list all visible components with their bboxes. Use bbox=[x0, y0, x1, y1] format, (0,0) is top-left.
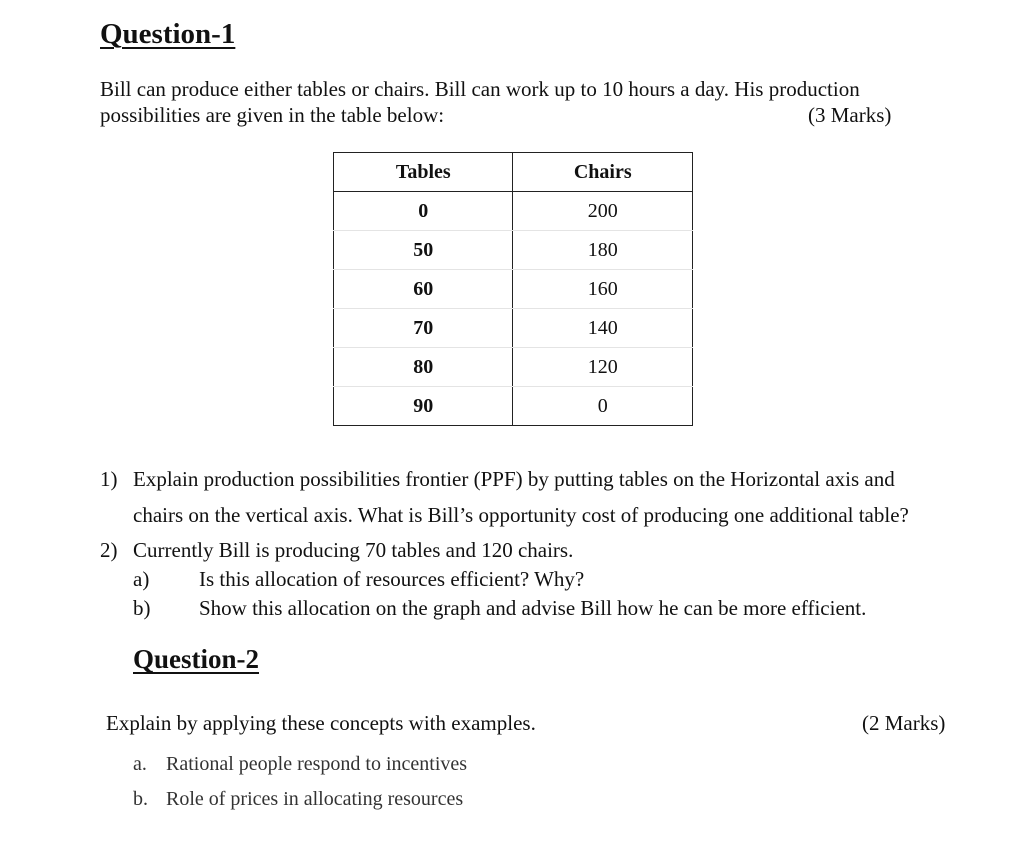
table-header-row bbox=[334, 153, 693, 192]
q1-marks: (3 Marks) bbox=[808, 103, 892, 127]
table-row bbox=[334, 231, 693, 270]
chairs-cell: 120 bbox=[513, 348, 693, 387]
question-1-heading: Question-1 bbox=[100, 18, 236, 50]
production-possibilities-table bbox=[333, 152, 693, 426]
q1-intro-line-1: Bill can produce either tables or chairs. Bill can work up to 10 hours a day. His production bbox=[100, 77, 860, 101]
q1-item-1-number: 1) bbox=[100, 467, 118, 491]
q1-item-1-line-2: chairs on the vertical axis. What is Bill’s opportunity cost of producing one additional table? bbox=[133, 503, 909, 527]
table-row bbox=[334, 387, 693, 426]
column-header-chairs: Chairs bbox=[513, 153, 693, 192]
q1-item-1-line-1: Explain production possibilities frontier (PPF) by putting tables on the Horizontal axis and bbox=[133, 467, 895, 491]
column-header-tables: Tables bbox=[334, 153, 513, 192]
q2-marks: (2 Marks) bbox=[862, 711, 946, 735]
table-row bbox=[334, 309, 693, 348]
chairs-cell: 160 bbox=[513, 270, 693, 309]
tables-cell: 80 bbox=[334, 348, 513, 387]
q2-prompt: Explain by applying these concepts with examples. bbox=[106, 711, 536, 735]
q1-item-2-text: Currently Bill is producing 70 tables and 120 chairs. bbox=[133, 538, 574, 562]
q2-item-a-text: Rational people respond to incentives bbox=[166, 753, 468, 775]
tables-cell: 60 bbox=[334, 270, 513, 309]
q2-item-b-text: Role of prices in allocating resources bbox=[166, 788, 464, 810]
q1-sub-b-label: b) bbox=[133, 596, 151, 620]
table-row bbox=[334, 348, 693, 387]
tables-cell: 70 bbox=[334, 309, 513, 348]
tables-cell: 0 bbox=[334, 192, 513, 231]
chairs-cell: 0 bbox=[513, 387, 693, 426]
table-row bbox=[334, 192, 693, 231]
chairs-cell: 140 bbox=[513, 309, 693, 348]
question-2-heading: Question-2 bbox=[133, 644, 260, 674]
q2-item-b-label: b. bbox=[133, 788, 148, 810]
q1-intro-line-2: possibilities are given in the table below: bbox=[100, 103, 445, 127]
table-row bbox=[334, 270, 693, 309]
chairs-cell: 200 bbox=[513, 192, 693, 231]
tables-cell: 50 bbox=[334, 231, 513, 270]
q1-item-2-number: 2) bbox=[100, 538, 118, 562]
q1-sub-a-text: Is this allocation of resources efficient? Why? bbox=[199, 567, 585, 591]
tables-cell: 90 bbox=[334, 387, 513, 426]
chairs-cell: 180 bbox=[513, 231, 693, 270]
q2-item-a-label: a. bbox=[133, 753, 147, 775]
q1-sub-a-label: a) bbox=[133, 567, 150, 591]
q1-sub-b-text: Show this allocation on the graph and advise Bill how he can be more efficient. bbox=[199, 596, 867, 620]
